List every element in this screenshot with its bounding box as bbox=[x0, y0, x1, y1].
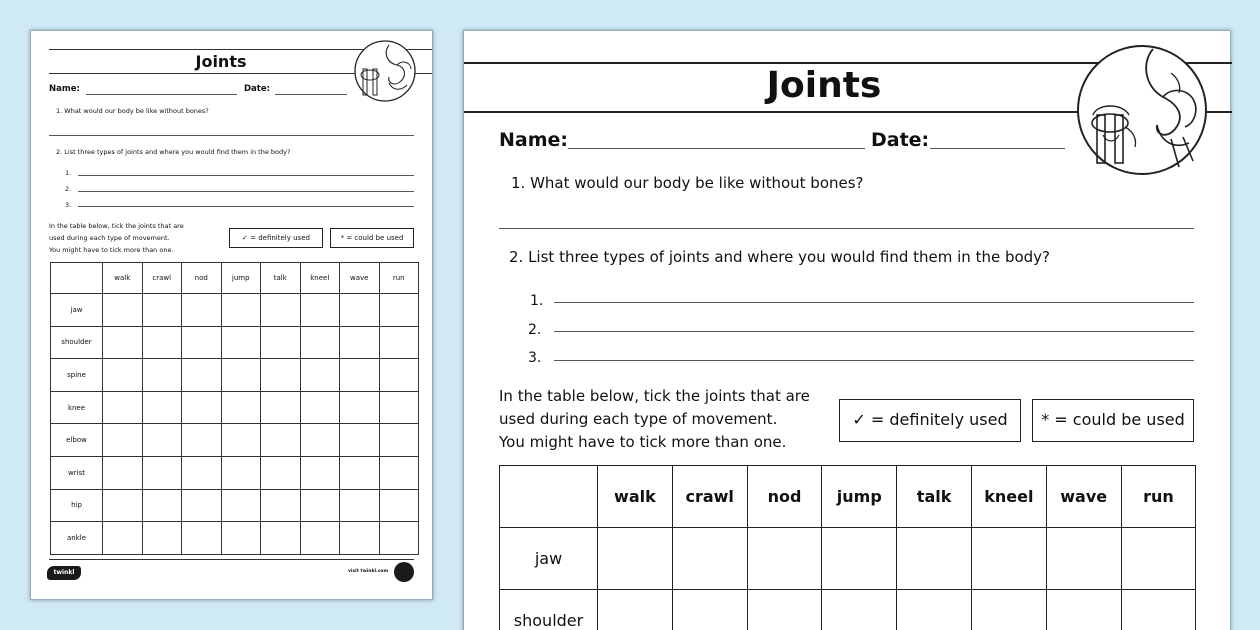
row-header: knee bbox=[51, 391, 103, 424]
column-header: nod bbox=[747, 466, 822, 528]
tick-cell[interactable] bbox=[822, 528, 897, 590]
joint-illustration bbox=[353, 39, 417, 103]
key-could-be-used: * = could be used bbox=[1032, 399, 1194, 442]
table-row bbox=[51, 522, 419, 555]
twinkl-logo: twinkl bbox=[47, 566, 81, 580]
table-row bbox=[51, 456, 419, 489]
tick-cell[interactable] bbox=[103, 326, 143, 359]
tick-cell[interactable] bbox=[142, 424, 182, 457]
table-row bbox=[500, 528, 1196, 590]
thumb-key-could: * = could be used bbox=[330, 228, 414, 248]
row-header: wrist bbox=[51, 456, 103, 489]
tick-cell[interactable] bbox=[379, 359, 419, 392]
table-instructions bbox=[499, 385, 810, 454]
tick-cell[interactable] bbox=[182, 522, 222, 555]
tick-cell[interactable] bbox=[1046, 528, 1121, 590]
footer-badge-icon bbox=[394, 562, 414, 582]
tick-cell[interactable] bbox=[142, 522, 182, 555]
answer-1-line[interactable] bbox=[499, 228, 1194, 229]
thumb-name-field[interactable] bbox=[86, 94, 237, 95]
tick-cell[interactable] bbox=[300, 424, 340, 457]
tick-cell[interactable] bbox=[221, 522, 261, 555]
tick-cell[interactable] bbox=[300, 522, 340, 555]
corner-cell bbox=[51, 263, 103, 294]
thumb-question-1: 1. What would our body be like without bones? bbox=[56, 107, 209, 115]
tick-cell[interactable] bbox=[340, 391, 380, 424]
tick-cell[interactable] bbox=[1121, 528, 1196, 590]
tick-cell[interactable] bbox=[598, 590, 673, 630]
tick-cell[interactable] bbox=[103, 391, 143, 424]
tick-cell[interactable] bbox=[300, 359, 340, 392]
tick-cell[interactable] bbox=[142, 456, 182, 489]
tick-cell[interactable] bbox=[261, 424, 301, 457]
page-title: Joints bbox=[766, 65, 882, 106]
thumb-question-2: 2. List three types of joints and where you would find them in the body? bbox=[56, 148, 291, 156]
column-header: talk bbox=[897, 466, 972, 528]
footer-visit-text: visit twinkl.com bbox=[348, 569, 389, 574]
thumb-movement-table bbox=[50, 262, 419, 555]
tick-cell[interactable] bbox=[822, 590, 897, 630]
tick-cell[interactable] bbox=[221, 359, 261, 392]
date-field[interactable] bbox=[930, 148, 1065, 149]
tick-cell[interactable] bbox=[182, 424, 222, 457]
corner-cell bbox=[500, 466, 598, 528]
tick-cell[interactable] bbox=[340, 359, 380, 392]
thumb-list-number-2: 2. bbox=[65, 185, 72, 193]
thumb-instruction-3: You might have to tick more than one. bbox=[49, 246, 174, 254]
row-header: shoulder bbox=[51, 326, 103, 359]
column-header: talk bbox=[261, 263, 301, 294]
movement-table bbox=[499, 465, 1196, 630]
instruction-line-2: used during each type of movement. bbox=[499, 410, 778, 428]
table-header-row bbox=[51, 263, 419, 294]
thumb-answer-1-line[interactable] bbox=[49, 135, 414, 136]
tick-cell[interactable] bbox=[379, 489, 419, 522]
column-header: kneel bbox=[300, 263, 340, 294]
name-field[interactable] bbox=[568, 148, 865, 149]
tick-cell[interactable] bbox=[598, 528, 673, 590]
tick-cell[interactable] bbox=[747, 590, 822, 630]
thumb-instruction-2: used during each type of movement. bbox=[49, 234, 170, 242]
thumb-instruction-1: In the table below, tick the joints that are bbox=[49, 222, 184, 230]
thumb-date-field[interactable] bbox=[275, 94, 347, 95]
tick-cell[interactable] bbox=[103, 424, 143, 457]
tick-cell[interactable] bbox=[379, 456, 419, 489]
tick-cell[interactable] bbox=[1046, 590, 1121, 630]
question-2: 2. List three types of joints and where you would find them in the body? bbox=[509, 248, 1051, 266]
column-header: kneel bbox=[971, 466, 1046, 528]
column-header: run bbox=[379, 263, 419, 294]
list-number-3: 3. bbox=[528, 350, 542, 366]
tick-cell[interactable] bbox=[221, 391, 261, 424]
tick-cell[interactable] bbox=[103, 522, 143, 555]
tick-cell[interactable] bbox=[379, 424, 419, 457]
table-header-row bbox=[500, 466, 1196, 528]
tick-cell[interactable] bbox=[340, 456, 380, 489]
tick-cell[interactable] bbox=[300, 391, 340, 424]
row-header: hip bbox=[51, 489, 103, 522]
tick-cell[interactable] bbox=[897, 590, 972, 630]
tick-cell[interactable] bbox=[379, 326, 419, 359]
tick-cell[interactable] bbox=[340, 489, 380, 522]
tick-cell[interactable] bbox=[379, 522, 419, 555]
date-label: Date: bbox=[871, 129, 930, 151]
tick-cell[interactable] bbox=[221, 489, 261, 522]
row-header: ankle bbox=[51, 522, 103, 555]
list-number-2: 2. bbox=[528, 322, 542, 338]
tick-cell[interactable] bbox=[379, 294, 419, 327]
tick-cell[interactable] bbox=[971, 590, 1046, 630]
row-header: elbow bbox=[51, 424, 103, 457]
tick-cell[interactable] bbox=[971, 528, 1046, 590]
tick-cell[interactable] bbox=[142, 294, 182, 327]
list-line-1[interactable] bbox=[554, 302, 1194, 303]
tick-cell[interactable] bbox=[103, 456, 143, 489]
column-header: crawl bbox=[672, 466, 747, 528]
tick-cell[interactable] bbox=[142, 489, 182, 522]
thumb-list-number-1: 1. bbox=[65, 169, 72, 177]
tick-cell[interactable] bbox=[261, 522, 301, 555]
table-row bbox=[500, 590, 1196, 630]
row-header: jaw bbox=[500, 528, 598, 590]
tick-cell[interactable] bbox=[340, 522, 380, 555]
tick-cell[interactable] bbox=[182, 489, 222, 522]
list-number-1: 1. bbox=[530, 293, 544, 309]
thumb-name-label: Name: bbox=[49, 84, 80, 94]
column-header: walk bbox=[598, 466, 673, 528]
tick-cell[interactable] bbox=[261, 359, 301, 392]
column-header: crawl bbox=[142, 263, 182, 294]
row-header: jaw bbox=[51, 294, 103, 327]
tick-cell[interactable] bbox=[747, 528, 822, 590]
tick-cell[interactable] bbox=[182, 456, 222, 489]
table-row bbox=[51, 424, 419, 457]
table-row bbox=[51, 294, 419, 327]
name-label: Name: bbox=[499, 129, 569, 151]
tick-cell[interactable] bbox=[261, 391, 301, 424]
tick-cell[interactable] bbox=[300, 326, 340, 359]
instruction-line-3: You might have to tick more than one. bbox=[499, 433, 787, 451]
thumb-title: Joints bbox=[195, 52, 247, 71]
question-1: 1. What would our body be like without bones? bbox=[511, 174, 864, 192]
tick-cell[interactable] bbox=[300, 456, 340, 489]
tick-cell[interactable] bbox=[142, 326, 182, 359]
tick-cell[interactable] bbox=[182, 326, 222, 359]
tick-cell[interactable] bbox=[300, 489, 340, 522]
tick-cell[interactable] bbox=[221, 456, 261, 489]
column-header: jump bbox=[221, 263, 261, 294]
thumb-list-line-1[interactable] bbox=[78, 175, 414, 176]
table-row bbox=[51, 359, 419, 392]
tick-cell[interactable] bbox=[182, 359, 222, 392]
tick-cell[interactable] bbox=[142, 391, 182, 424]
table-row bbox=[51, 489, 419, 522]
joint-illustration bbox=[1075, 43, 1209, 177]
worksheet-thumbnail[interactable] bbox=[30, 30, 433, 600]
thumb-key-definitely: ✓ = definitely used bbox=[229, 228, 323, 248]
tick-cell[interactable] bbox=[379, 391, 419, 424]
worksheet-page bbox=[463, 30, 1231, 630]
tick-cell[interactable] bbox=[221, 424, 261, 457]
list-line-3[interactable] bbox=[554, 360, 1194, 361]
tick-cell[interactable] bbox=[1121, 590, 1196, 630]
tick-cell[interactable] bbox=[103, 489, 143, 522]
tick-cell[interactable] bbox=[182, 391, 222, 424]
tick-cell[interactable] bbox=[221, 294, 261, 327]
column-header: wave bbox=[1046, 466, 1121, 528]
list-line-2[interactable] bbox=[554, 331, 1194, 332]
tick-cell[interactable] bbox=[103, 359, 143, 392]
tick-cell[interactable] bbox=[182, 294, 222, 327]
column-header: wave bbox=[340, 263, 380, 294]
thumb-list-number-3: 3. bbox=[65, 201, 72, 209]
table-row bbox=[51, 326, 419, 359]
tick-cell[interactable] bbox=[261, 456, 301, 489]
tick-cell[interactable] bbox=[340, 424, 380, 457]
row-header: spine bbox=[51, 359, 103, 392]
tick-cell[interactable] bbox=[300, 294, 340, 327]
footer-rule bbox=[49, 559, 414, 560]
tick-cell[interactable] bbox=[221, 326, 261, 359]
instruction-line-1: In the table below, tick the joints that are bbox=[499, 387, 810, 405]
tick-cell[interactable] bbox=[261, 326, 301, 359]
tick-cell[interactable] bbox=[340, 326, 380, 359]
column-header: run bbox=[1121, 466, 1196, 528]
tick-cell[interactable] bbox=[142, 359, 182, 392]
thumb-date-label: Date: bbox=[244, 84, 271, 94]
tick-cell[interactable] bbox=[340, 294, 380, 327]
column-header: nod bbox=[182, 263, 222, 294]
column-header: walk bbox=[103, 263, 143, 294]
tick-cell[interactable] bbox=[103, 294, 143, 327]
tick-cell[interactable] bbox=[897, 528, 972, 590]
key-definitely-used: ✓ = definitely used bbox=[839, 399, 1021, 442]
tick-cell[interactable] bbox=[672, 528, 747, 590]
row-header: shoulder bbox=[500, 590, 598, 630]
table-row bbox=[51, 391, 419, 424]
tick-cell[interactable] bbox=[261, 294, 301, 327]
tick-cell[interactable] bbox=[672, 590, 747, 630]
tick-cell[interactable] bbox=[261, 489, 301, 522]
thumb-list-line-2[interactable] bbox=[78, 191, 414, 192]
thumb-list-line-3[interactable] bbox=[78, 206, 414, 207]
column-header: jump bbox=[822, 466, 897, 528]
